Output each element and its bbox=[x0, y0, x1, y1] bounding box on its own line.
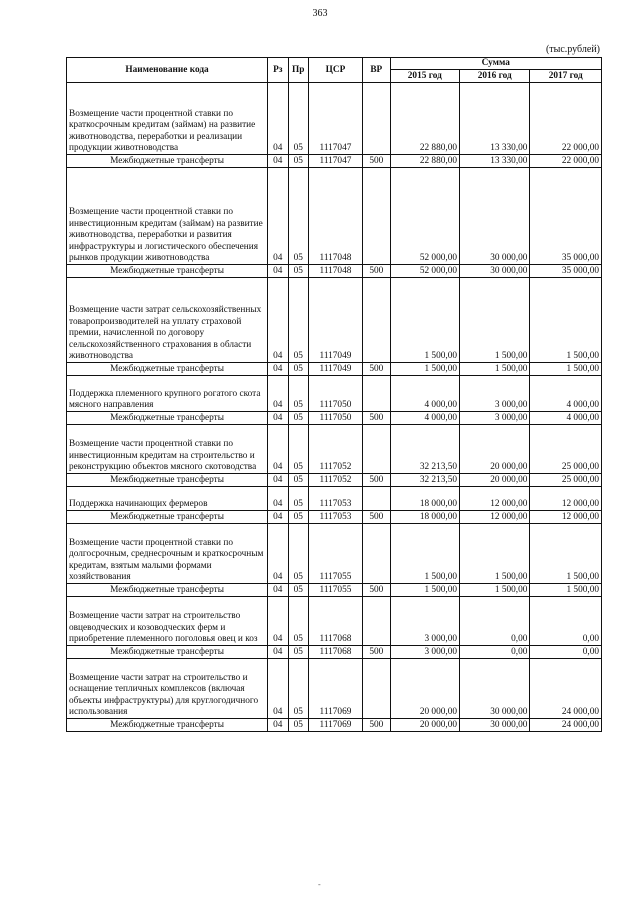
row-name: Возмещение части процентной ставки по инвестиционным кредитам (займам) на развитие животноводства, переработки и развития инфраструктуры и логистического обеспечения рынков продукции животноводства bbox=[67, 168, 268, 265]
row-2016: 0,00 bbox=[460, 597, 530, 646]
row-name: Возмещение части процентной ставки по инвестиционным кредитам на строительство и реконструкцию объектов мясного скотоводства bbox=[67, 425, 268, 474]
row-2017: 1 500,00 bbox=[530, 584, 602, 597]
row-pr: 05 bbox=[288, 487, 308, 511]
item-row bbox=[67, 376, 602, 412]
item-row bbox=[67, 168, 602, 265]
row-pr: 05 bbox=[288, 83, 308, 155]
row-2016: 13 330,00 bbox=[460, 155, 530, 168]
transfer-row bbox=[67, 474, 602, 487]
row-csr: 1117068 bbox=[308, 646, 362, 659]
transfer-row bbox=[67, 363, 602, 376]
row-2016: 1 500,00 bbox=[460, 278, 530, 363]
row-name: Возмещение части затрат на строительство овцеводческих и козоводческих ферм и приобретение племенного поголовья овец и коз bbox=[67, 597, 268, 646]
item-row bbox=[67, 524, 602, 584]
row-2017: 25 000,00 bbox=[530, 425, 602, 474]
row-2017: 22 000,00 bbox=[530, 155, 602, 168]
row-name: Межбюджетные трансферты bbox=[67, 584, 268, 597]
header-vr: ВР bbox=[363, 58, 391, 83]
item-row bbox=[67, 487, 602, 511]
row-2016: 30 000,00 bbox=[460, 719, 530, 732]
row-csr: 1117049 bbox=[308, 278, 362, 363]
row-2017: 12 000,00 bbox=[530, 487, 602, 511]
row-csr: 1117068 bbox=[308, 597, 362, 646]
row-2015: 22 880,00 bbox=[390, 155, 459, 168]
row-2016: 30 000,00 bbox=[460, 659, 530, 719]
row-csr: 1117050 bbox=[308, 412, 362, 425]
row-vr: 500 bbox=[363, 474, 391, 487]
row-name: Межбюджетные трансферты bbox=[67, 155, 268, 168]
row-rz: 04 bbox=[268, 719, 288, 732]
item-row bbox=[67, 597, 602, 646]
row-2016: 30 000,00 bbox=[460, 168, 530, 265]
item-row bbox=[67, 659, 602, 719]
row-name: Межбюджетные трансферты bbox=[67, 719, 268, 732]
row-2017: 4 000,00 bbox=[530, 376, 602, 412]
header-name: Наименование кода bbox=[67, 58, 268, 83]
row-name: Межбюджетные трансферты bbox=[67, 646, 268, 659]
row-name: Возмещение части затрат сельскохозяйственных товаропроизводителей на уплату страховой премии, начисленной по договору сельскохозяйственного страхования в области животноводства bbox=[67, 278, 268, 363]
header-2015: 2015 год bbox=[390, 70, 459, 83]
row-pr: 05 bbox=[288, 412, 308, 425]
row-2015: 52 000,00 bbox=[390, 265, 459, 278]
row-rz: 04 bbox=[268, 646, 288, 659]
row-2015: 32 213,50 bbox=[390, 474, 459, 487]
transfer-row bbox=[67, 511, 602, 524]
row-rz: 04 bbox=[268, 265, 288, 278]
row-csr: 1117052 bbox=[308, 425, 362, 474]
row-vr bbox=[363, 597, 391, 646]
row-2015: 1 500,00 bbox=[390, 278, 459, 363]
row-csr: 1117053 bbox=[308, 487, 362, 511]
row-pr: 05 bbox=[288, 511, 308, 524]
row-2017: 25 000,00 bbox=[530, 474, 602, 487]
row-rz: 04 bbox=[268, 412, 288, 425]
row-2016: 20 000,00 bbox=[460, 474, 530, 487]
row-2017: 0,00 bbox=[530, 646, 602, 659]
header-2016: 2016 год bbox=[460, 70, 530, 83]
row-csr: 1117053 bbox=[308, 511, 362, 524]
row-pr: 05 bbox=[288, 168, 308, 265]
row-name: Межбюджетные трансферты bbox=[67, 511, 268, 524]
row-pr: 05 bbox=[288, 584, 308, 597]
row-rz: 04 bbox=[268, 83, 288, 155]
row-pr: 05 bbox=[288, 425, 308, 474]
transfer-row bbox=[67, 265, 602, 278]
row-2015: 1 500,00 bbox=[390, 524, 459, 584]
row-2017: 24 000,00 bbox=[530, 659, 602, 719]
transfer-row bbox=[67, 719, 602, 732]
row-2016: 0,00 bbox=[460, 646, 530, 659]
row-2015: 18 000,00 bbox=[390, 511, 459, 524]
row-vr: 500 bbox=[363, 363, 391, 376]
page-number: 363 bbox=[312, 8, 328, 19]
header-sum: Сумма bbox=[390, 58, 601, 70]
row-pr: 05 bbox=[288, 278, 308, 363]
row-pr: 05 bbox=[288, 659, 308, 719]
row-rz: 04 bbox=[268, 168, 288, 265]
row-pr: 05 bbox=[288, 719, 308, 732]
row-2017: 1 500,00 bbox=[530, 524, 602, 584]
row-rz: 04 bbox=[268, 376, 288, 412]
row-vr bbox=[363, 425, 391, 474]
row-vr bbox=[363, 659, 391, 719]
row-rz: 04 bbox=[268, 425, 288, 474]
row-2016: 3 000,00 bbox=[460, 412, 530, 425]
item-row bbox=[67, 278, 602, 363]
footer-mark: - bbox=[318, 880, 321, 889]
row-2017: 0,00 bbox=[530, 597, 602, 646]
row-2015: 1 500,00 bbox=[390, 363, 459, 376]
row-csr: 1117049 bbox=[308, 363, 362, 376]
row-vr bbox=[363, 376, 391, 412]
row-2016: 20 000,00 bbox=[460, 425, 530, 474]
row-2015: 22 880,00 bbox=[390, 83, 459, 155]
row-rz: 04 bbox=[268, 278, 288, 363]
row-2015: 18 000,00 bbox=[390, 487, 459, 511]
row-name: Возмещение части процентной ставки по краткосрочным кредитам (займам) на развитие животноводства, переработки и реализации продукции животноводства bbox=[67, 83, 268, 155]
transfer-row bbox=[67, 412, 602, 425]
row-name: Поддержка начинающих фермеров bbox=[67, 487, 268, 511]
row-2017: 12 000,00 bbox=[530, 511, 602, 524]
row-vr: 500 bbox=[363, 412, 391, 425]
row-2016: 1 500,00 bbox=[460, 363, 530, 376]
row-pr: 05 bbox=[288, 597, 308, 646]
row-rz: 04 bbox=[268, 155, 288, 168]
row-csr: 1117055 bbox=[308, 584, 362, 597]
row-vr bbox=[363, 168, 391, 265]
row-csr: 1117050 bbox=[308, 376, 362, 412]
row-csr: 1117047 bbox=[308, 83, 362, 155]
row-pr: 05 bbox=[288, 265, 308, 278]
table-body bbox=[67, 83, 602, 732]
row-2015: 20 000,00 bbox=[390, 659, 459, 719]
row-2017: 35 000,00 bbox=[530, 265, 602, 278]
row-rz: 04 bbox=[268, 597, 288, 646]
header-2017: 2017 год bbox=[530, 70, 602, 83]
row-rz: 04 bbox=[268, 584, 288, 597]
item-row bbox=[67, 425, 602, 474]
row-rz: 04 bbox=[268, 363, 288, 376]
row-2017: 4 000,00 bbox=[530, 412, 602, 425]
row-vr: 500 bbox=[363, 719, 391, 732]
row-rz: 04 bbox=[268, 487, 288, 511]
transfer-row bbox=[67, 155, 602, 168]
row-2016: 1 500,00 bbox=[460, 584, 530, 597]
row-name: Возмещение части процентной ставки по долгосрочным, среднесрочным и краткосрочным кредитам, взятым малыми формами хозяйствования bbox=[67, 524, 268, 584]
units-label: (тыс.рублей) bbox=[545, 44, 600, 55]
item-row bbox=[67, 83, 602, 155]
row-rz: 04 bbox=[268, 524, 288, 584]
row-name: Межбюджетные трансферты bbox=[67, 363, 268, 376]
row-2015: 1 500,00 bbox=[390, 584, 459, 597]
row-2015: 20 000,00 bbox=[390, 719, 459, 732]
row-vr bbox=[363, 487, 391, 511]
row-csr: 1117069 bbox=[308, 659, 362, 719]
row-rz: 04 bbox=[268, 474, 288, 487]
row-name: Межбюджетные трансферты bbox=[67, 474, 268, 487]
row-2017: 1 500,00 bbox=[530, 278, 602, 363]
row-vr: 500 bbox=[363, 584, 391, 597]
row-vr: 500 bbox=[363, 511, 391, 524]
row-2017: 22 000,00 bbox=[530, 83, 602, 155]
row-pr: 05 bbox=[288, 524, 308, 584]
row-rz: 04 bbox=[268, 659, 288, 719]
row-name: Межбюджетные трансферты bbox=[67, 412, 268, 425]
row-vr: 500 bbox=[363, 646, 391, 659]
row-vr bbox=[363, 524, 391, 584]
header-pr: Пр bbox=[288, 58, 308, 83]
row-name: Межбюджетные трансферты bbox=[67, 265, 268, 278]
header-rz: Рз bbox=[268, 58, 288, 83]
row-csr: 1117047 bbox=[308, 155, 362, 168]
row-2016: 30 000,00 bbox=[460, 265, 530, 278]
row-2017: 24 000,00 bbox=[530, 719, 602, 732]
transfer-row bbox=[67, 646, 602, 659]
row-2016: 3 000,00 bbox=[460, 376, 530, 412]
transfer-row bbox=[67, 584, 602, 597]
row-csr: 1117052 bbox=[308, 474, 362, 487]
row-pr: 05 bbox=[288, 646, 308, 659]
row-2015: 52 000,00 bbox=[390, 168, 459, 265]
row-vr: 500 bbox=[363, 155, 391, 168]
row-pr: 05 bbox=[288, 376, 308, 412]
row-csr: 1117055 bbox=[308, 524, 362, 584]
row-vr bbox=[363, 278, 391, 363]
row-2015: 4 000,00 bbox=[390, 376, 459, 412]
row-2015: 3 000,00 bbox=[390, 597, 459, 646]
row-pr: 05 bbox=[288, 155, 308, 168]
row-csr: 1117048 bbox=[308, 265, 362, 278]
row-2015: 3 000,00 bbox=[390, 646, 459, 659]
row-2015: 4 000,00 bbox=[390, 412, 459, 425]
row-csr: 1117069 bbox=[308, 719, 362, 732]
row-pr: 05 bbox=[288, 363, 308, 376]
row-name: Возмещение части затрат на строительство и оснащение тепличных комплексов (включая объекты инфраструктуры) для круглогодичного использования bbox=[67, 659, 268, 719]
row-2016: 12 000,00 bbox=[460, 487, 530, 511]
row-2016: 1 500,00 bbox=[460, 524, 530, 584]
row-name: Поддержка племенного крупного рогатого скота мясного направления bbox=[67, 376, 268, 412]
row-2015: 32 213,50 bbox=[390, 425, 459, 474]
row-2016: 13 330,00 bbox=[460, 83, 530, 155]
row-2016: 12 000,00 bbox=[460, 511, 530, 524]
row-rz: 04 bbox=[268, 511, 288, 524]
budget-table bbox=[66, 57, 602, 732]
header-csr: ЦСР bbox=[308, 58, 362, 83]
row-2017: 35 000,00 bbox=[530, 168, 602, 265]
row-pr: 05 bbox=[288, 474, 308, 487]
row-vr: 500 bbox=[363, 265, 391, 278]
row-2017: 1 500,00 bbox=[530, 363, 602, 376]
row-csr: 1117048 bbox=[308, 168, 362, 265]
row-vr bbox=[363, 83, 391, 155]
